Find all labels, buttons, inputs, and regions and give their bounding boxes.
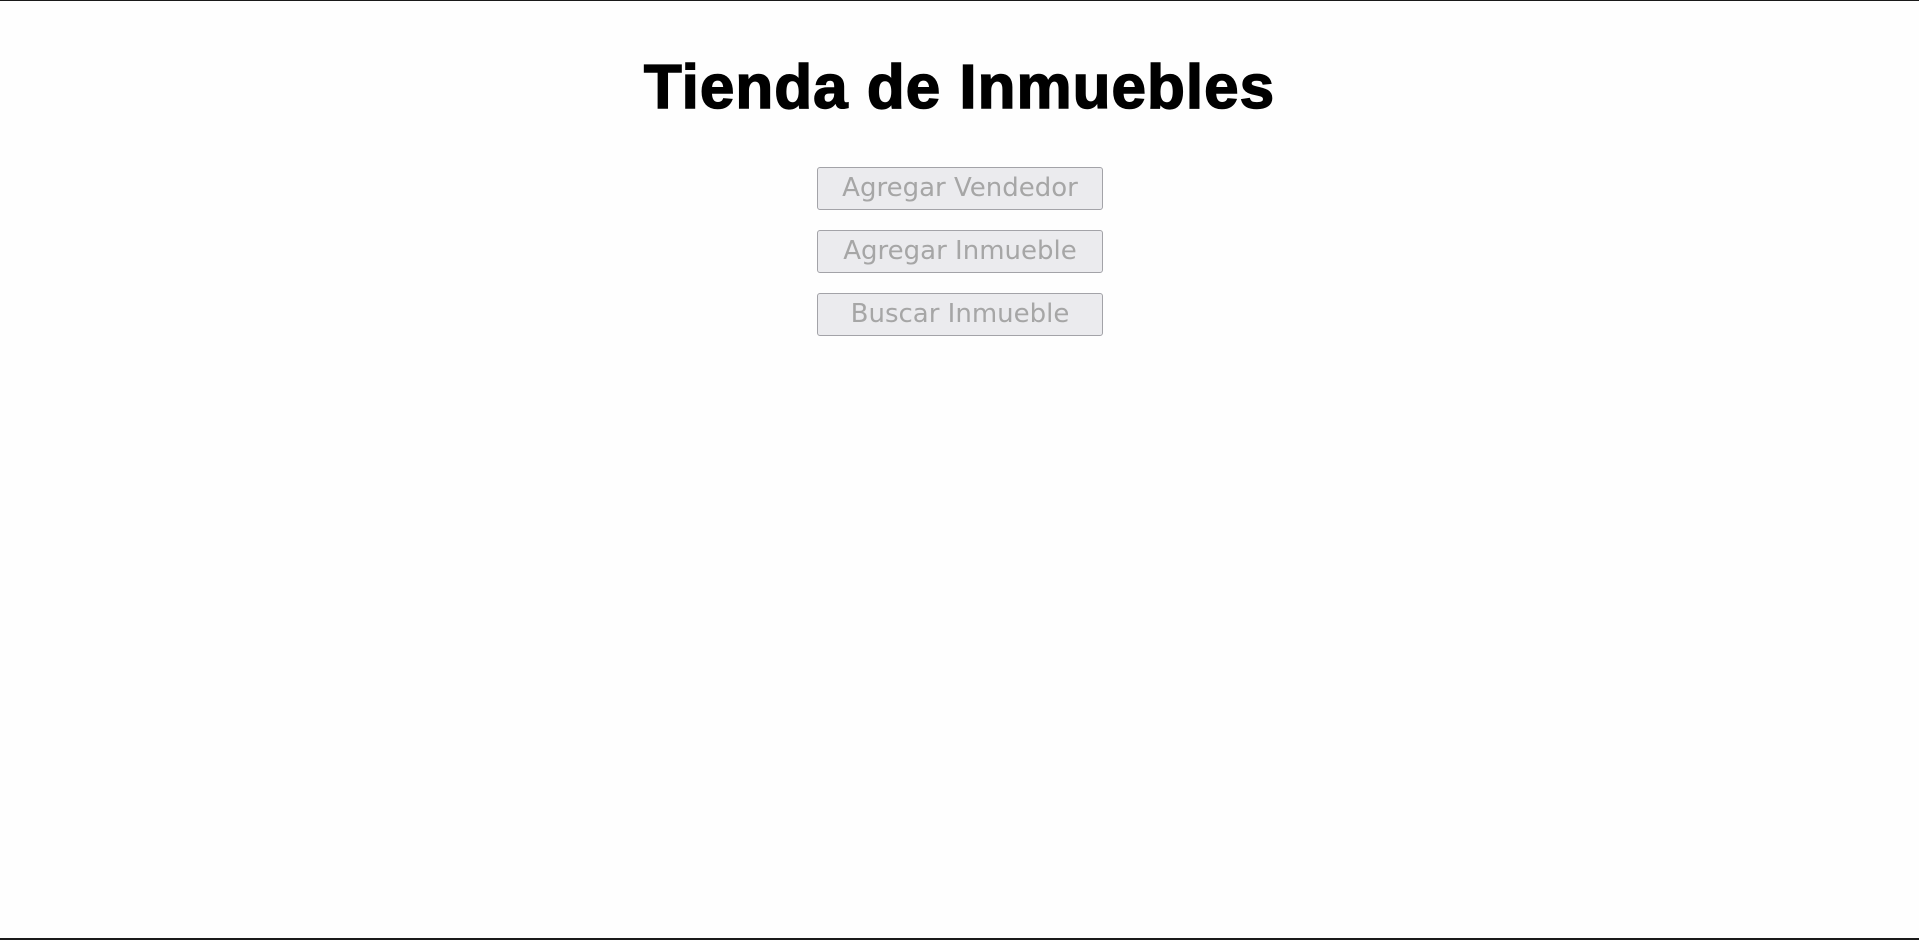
search-property-button[interactable]: Buscar Inmueble (817, 293, 1103, 336)
add-property-button[interactable]: Agregar Inmueble (817, 230, 1103, 273)
add-seller-button[interactable]: Agregar Vendedor (817, 167, 1103, 210)
main-menu (817, 167, 1103, 356)
page-title: Tienda de Inmuebles (643, 53, 1276, 122)
